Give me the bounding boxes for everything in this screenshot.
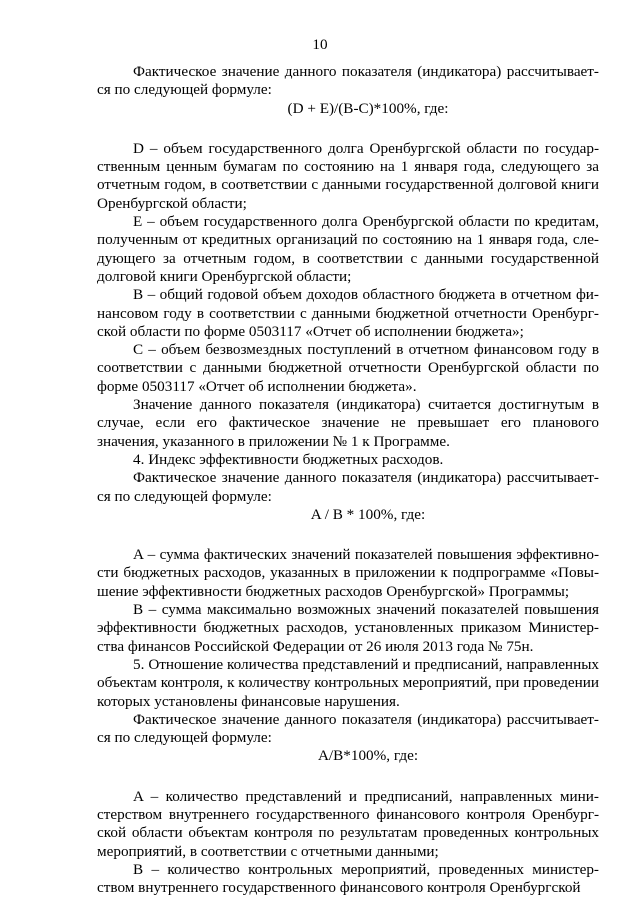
page-number: 10 <box>312 36 328 53</box>
paragraph-def-a-2: A – сумма фактических значений показателей повышения эффективно-сти бюджетных расходов, указанных в приложении к подпрограмме «Повы-шение эффективности бюджетных расходов Оренбургской» Программы; <box>97 546 599 600</box>
paragraph-def-a-3: A – количество представлений и предписаний, направленных мини-стерством внутреннего государственного финансового контроля Оренбург-ской области объектам контроля по результатам проведенных контрольных мероприятий, в соответствии с отчетными данными; <box>97 787 599 860</box>
paragraph-formula-intro-3: Фактическое значение данного показателя (индикатора) рассчитывает-ся по следующей формуле: <box>97 710 599 747</box>
paragraph-def-b-2: B – сумма максимально возможных значений показателей повышения эффективности бюджетных расходов, установленных приказом Министер-ства финансов Российской Федерации от 26 июля 2013 года № 75н. <box>97 601 599 655</box>
heading-item-5: 5. Отношение количества представлений и предписаний, направленных объектам контроля, к количеству контрольных мероприятий, при проведении которых установлены финансовые нарушения. <box>97 655 599 710</box>
paragraph-formula-intro-2: Фактическое значение данного показателя (индикатора) рассчитывает-ся по следующей формуле: <box>97 469 599 505</box>
paragraph-def-b: B – общий годовой объем доходов областного бюджета в отчетном фи-нансовом году в соответствии с данными бюджетной отчетности Оренбург-ской области по форме 0503117 «Отчет об исполнении бюджета»; <box>97 286 599 340</box>
paragraph-def-e: E – объем государственного долга Оренбургской области по кредитам, полученным от кредитных организаций по состоянию на 1 января года, сле-дующего за отчетным годом, в соответствии с данными государственной долговой книги Оренбургской области; <box>97 213 599 285</box>
formula-efficiency-index: A / B * 100%, где: <box>310 505 426 523</box>
paragraph-def-b-3: B – количество контрольных мероприятий, проведенных министер-ством внутреннего государственного финансового контроля Оренбургской <box>97 860 599 897</box>
paragraph-def-c: C – объем безвозмездных поступлений в отчетном финансовом году в соответствии с данными бюджетной отчетности Оренбургской области по форме 0503117 «Отчет об исполнении бюджета». <box>97 341 599 395</box>
formula-control-ratio: A/B*100%, где: <box>317 747 419 765</box>
paragraph-def-d: D – объем государственного долга Оренбургской области по государ-ственным ценным бумагам по состоянию на 1 января года, следующего за отчетным годом, в соответствии с данными государственной долговой книги Оренбургской области; <box>97 139 599 212</box>
document-body <box>97 63 599 897</box>
formula-debt-ratio: (D + E)/(B-C)*100%, где: <box>287 99 449 117</box>
paragraph-achievement: Значение данного показателя (индикатора) считается достигнутым в случае, если его фактическое значение не превышает его планового значения, указанного в приложении № 1 к Программе. <box>97 396 599 450</box>
paragraph-formula-intro-1: Фактическое значение данного показателя (индикатора) рассчитывает-ся по следующей формуле: <box>97 63 599 99</box>
heading-item-4: 4. Индекс эффективности бюджетных расходов. <box>133 450 444 468</box>
